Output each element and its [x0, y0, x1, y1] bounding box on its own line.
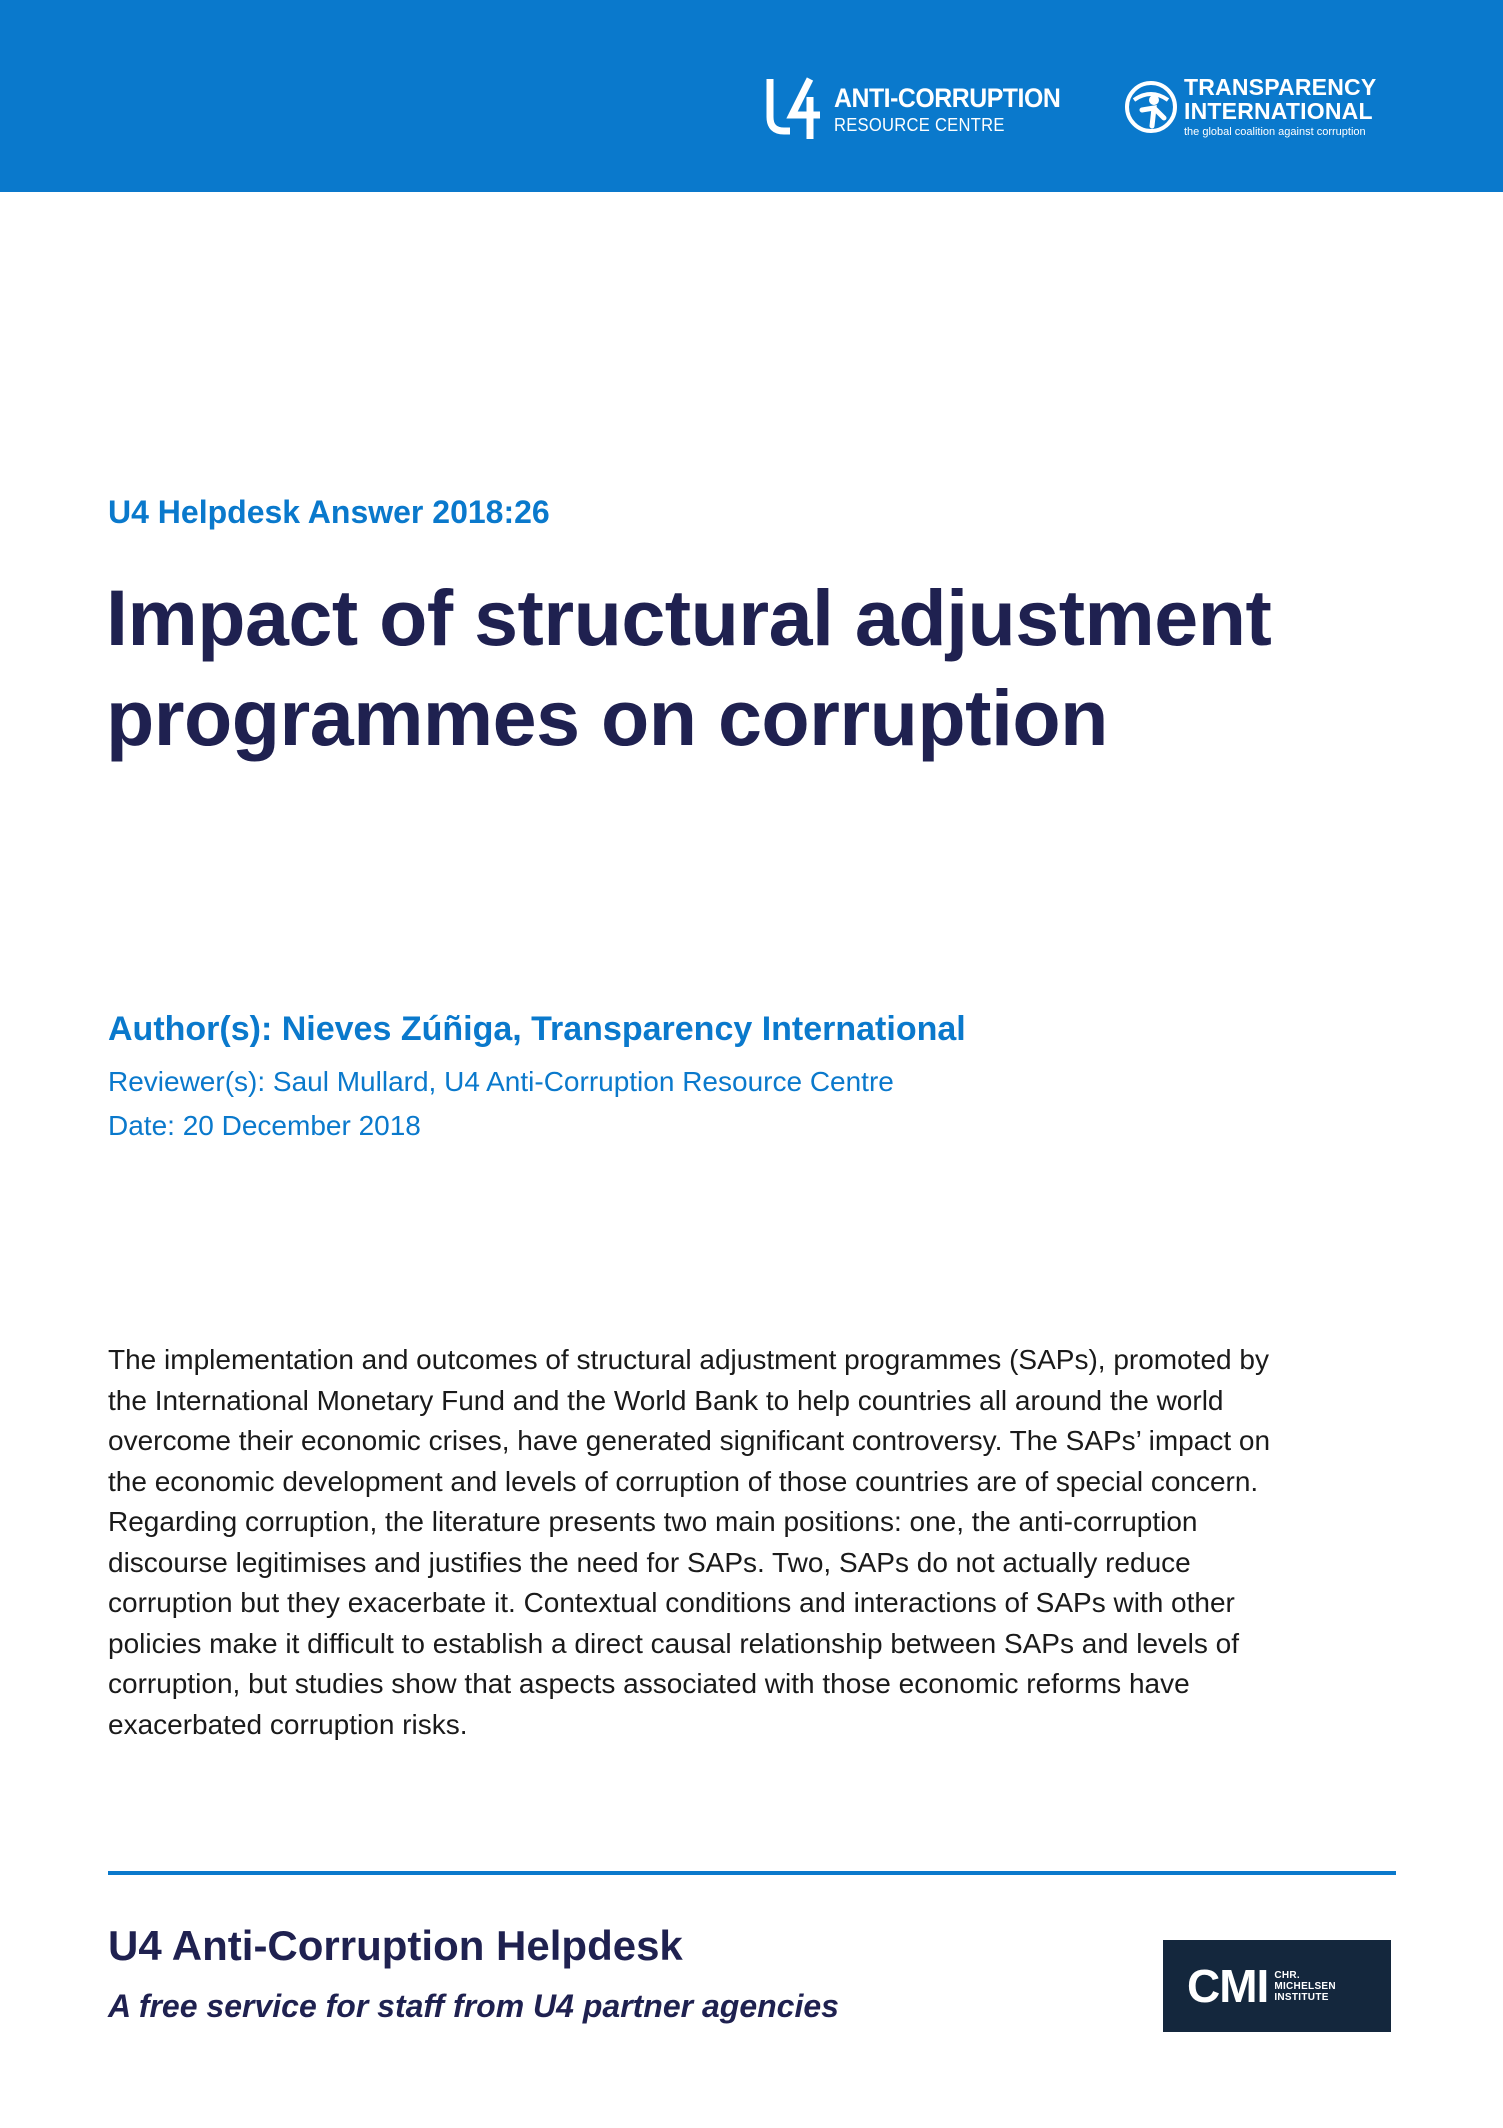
abstract-line: the economic development and levels of corruption of those countries are of special concern. — [108, 1465, 1259, 1497]
cmi-logo-name — [1274, 1970, 1336, 2003]
cmi-logo-mark: CMI — [1187, 1960, 1269, 2012]
u4-logo[interactable] — [766, 78, 1080, 140]
cmi-logo-name-line: CHR. — [1274, 1969, 1300, 1981]
u4-logo-mark — [766, 77, 826, 141]
u4-logo-line1: ANTI-CORRUPTION — [834, 82, 1061, 113]
abstract-line: discourse legitimises and justifies the need for SAPs. Two, SAPs do not actually reduce — [108, 1546, 1191, 1578]
footer-divider — [108, 1871, 1396, 1875]
cmi-logo[interactable] — [1163, 1940, 1391, 2032]
date-line: Date: 20 December 2018 — [108, 1110, 421, 1141]
abstract-line: corruption but they exacerbate it. Contextual conditions and interactions of SAPs with other — [108, 1587, 1235, 1618]
ti-logo[interactable] — [1124, 76, 1376, 138]
u4-logo-line2: RESOURCE CENTRE — [834, 114, 1005, 135]
abstract-line: The implementation and outcomes of structural adjustment programmes (SAPs), promoted by — [108, 1344, 1269, 1375]
ti-logo-line1: TRANSPARENCY — [1184, 74, 1377, 100]
ti-logo-tagline: the global coalition against corruption — [1184, 126, 1366, 138]
author-line: Author(s): Nieves Zúñiga, Transparency International — [108, 1010, 966, 1048]
series-label: U4 Helpdesk Answer 2018:26 — [108, 494, 550, 530]
abstract-line: Regarding corruption, the literature presents two main positions: one, the anti-corruption — [108, 1506, 1198, 1537]
reviewer-line: Reviewer(s): Saul Mullard, U4 Anti-Corruption Resource Centre — [108, 1066, 894, 1097]
page-title — [106, 568, 1406, 768]
abstract-line: overcome their economic crises, have generated significant controversy. The SAPs’ impact on — [108, 1425, 1271, 1456]
helpdesk-heading: U4 Anti-Corruption Helpdesk — [108, 1922, 683, 1969]
abstract-line: policies make it difficult to establish a direct causal relationship between SAPs and levels of — [108, 1627, 1239, 1659]
abstract — [108, 1340, 1398, 1745]
helpdesk-tagline: A free service for staff from U4 partner agencies — [108, 1988, 839, 2024]
abstract-line: exacerbated corruption risks. — [108, 1708, 468, 1740]
abstract-line: corruption, but studies show that aspects associated with those economic reforms have — [108, 1668, 1190, 1699]
ti-logo-line2: INTERNATIONAL — [1184, 98, 1373, 124]
title-line: Impact of structural adjustment — [106, 573, 1272, 662]
title-line: programmes on corruption — [106, 673, 1108, 762]
cmi-logo-name-line: MICHELSEN — [1274, 1980, 1336, 1992]
cmi-logo-name-line: INSTITUTE — [1274, 1991, 1329, 2003]
abstract-line: the International Monetary Fund and the World Bank to help countries all around the world — [108, 1384, 1224, 1416]
ti-globe-icon — [1124, 80, 1178, 134]
